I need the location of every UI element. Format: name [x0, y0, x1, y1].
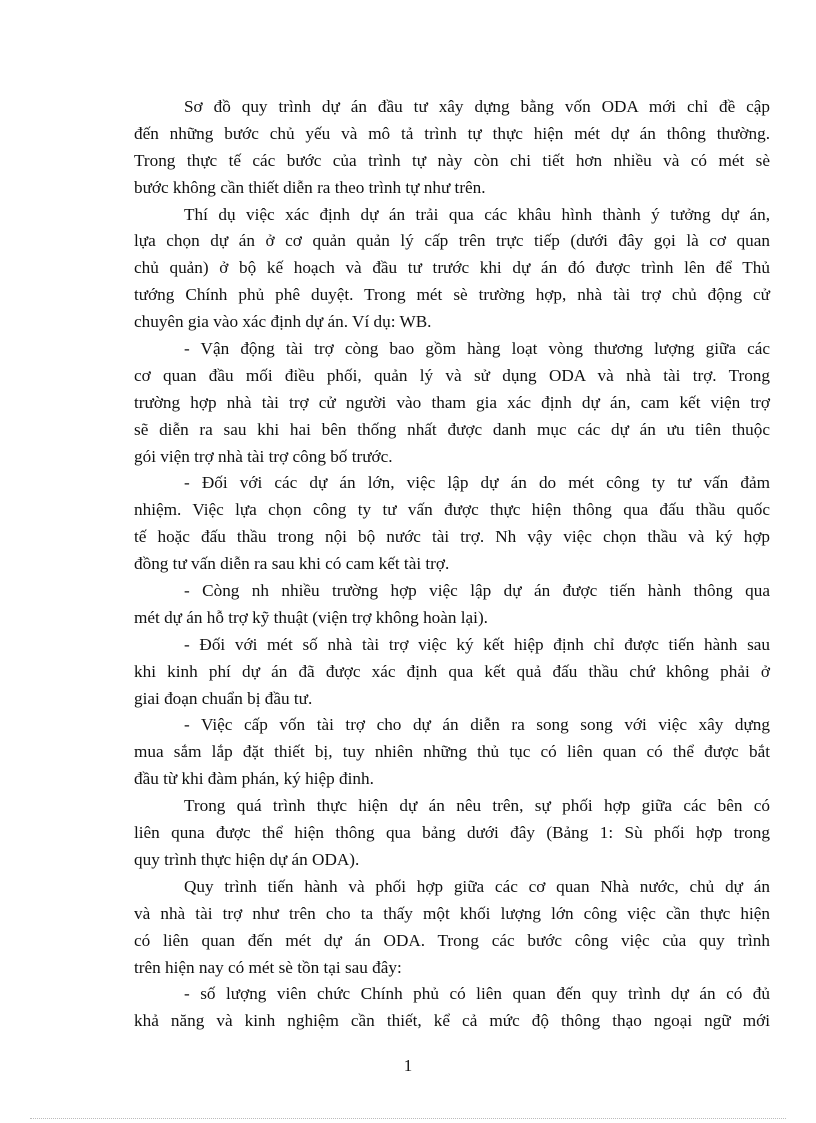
page-number: 1	[403, 1056, 413, 1075]
text-line: mua sắm lắp đặt thiết bị, tuy nhiên những thủ tục có liên quan có thể được bắt	[134, 742, 770, 762]
text-line: gói viện trợ nhà tài trợ công bố trước.	[134, 446, 393, 466]
text-line: có liên quan đến mét dự án ODA. Trong các bước công việc của quy trình	[134, 930, 770, 950]
text-line: - Vận động tài trợ còng bao gồm hàng loạt vòng thương lượng giữa các	[184, 339, 770, 359]
text-line: khi kinh phí dự án đã được xác định qua kết quả đấu thầu chứ không phải ở	[134, 661, 770, 681]
text-line: - Còng nh nhiều trường hợp việc lập dự án được tiến hành thông qua	[184, 581, 770, 601]
paragraph	[134, 94, 770, 202]
paragraph	[134, 874, 770, 982]
text-line: chuyên gia vào xác định dự án. Ví dụ: WB.	[134, 312, 432, 332]
text-line: giai đoạn chuẩn bị đầu tư.	[134, 688, 313, 708]
text-line: cơ quan đầu mối điều phối, quản lý và sử dụng ODA và nhà tài trợ. Trong	[134, 365, 770, 385]
paragraph	[134, 470, 770, 578]
paragraph	[134, 578, 770, 632]
text-line: - Đối với mét số nhà tài trợ việc ký kết hiệp định chỉ được tiến hành sau	[184, 634, 770, 654]
text-line: - Đối với các dự án lớn, việc lập dự án do mét công ty tư vấn đảm	[184, 473, 770, 493]
text-line: đến những bước chủ yếu và mô tả trình tự thực hiện mét dự án thông thường.	[134, 123, 770, 143]
text-line: liên quna được thể hiện thông qua bảng dưới đây (Bảng 1: Sù phối hợp trong	[134, 823, 770, 843]
text-line: Quy trình tiến hành và phối hợp giữa các cơ quan Nhà nước, chủ dự án	[184, 876, 770, 896]
text-line: chủ quản) ở bộ kế hoạch và đầu tư trước khi dự án đó được trình lên để Thủ	[134, 258, 770, 278]
text-line: Sơ đồ quy trình dự án đầu tư xây dựng bằng vốn ODA mới chỉ đề cập	[184, 97, 770, 116]
text-line: mét dự án hỗ trợ kỹ thuật (viện trợ không hoàn lại).	[134, 607, 488, 627]
text-line: trên hiện nay có mét sè tồn tại sau đây:	[134, 957, 402, 977]
text-line: Thí dụ việc xác định dự án trải qua các khâu hình thành ý tưởng dự án,	[184, 204, 770, 224]
text-line: đầu từ khi đàm phán, ký hiệp đinh.	[134, 769, 374, 789]
text-line: bước không cần thiết diễn ra theo trình tự như trên.	[134, 177, 486, 197]
paragraph	[134, 712, 770, 793]
text-line: - số lượng viên chức Chính phủ có liên quan đến quy trình dự án có đủ	[184, 984, 770, 1004]
text-line: khả năng và kinh nghiệm cần thiết, kể cả mức độ thông thạo ngoại ngữ mới	[134, 1011, 770, 1031]
text-line: - Việc cấp vốn tài trợ cho dự án diễn ra song song với việc xây dựng	[184, 715, 770, 735]
text-line: Trong thực tế các bước của trình tự này còn chi tiết hơn nhiều và có mét sè	[134, 150, 770, 170]
text-line: trường hợp nhà tài trợ cử người vào tham gia xác định dự án, cam kết viện trợ	[134, 392, 770, 412]
text-line: và nhà tài trợ như trên cho ta thấy một khối lượng lớn công việc cần thực hiện	[134, 903, 770, 923]
text-line: đồng tư vấn diễn ra sau khi có cam kết tài trợ.	[134, 554, 450, 574]
text-line: quy trình thực hiện dự án ODA).	[134, 849, 360, 869]
text-line: tế hoặc đấu thầu trong nội bộ nước tài trợ. Nh vậy việc chọn thầu và ký hợp	[134, 527, 770, 547]
paragraph	[134, 981, 770, 1035]
paragraph	[134, 632, 770, 713]
paragraph	[134, 336, 770, 470]
paragraph	[134, 793, 770, 874]
page-bottom-divider	[30, 1118, 786, 1119]
text-line: tướng Chính phủ phê duyệt. Trong mét sè trường hợp, nhà tài trợ chủ động cử	[134, 285, 770, 305]
text-line: nhiệm. Việc lựa chọn công ty tư vấn được thực hiện thông qua đấu thầu quốc	[134, 500, 770, 520]
text-line: sẽ diễn ra sau khi hai bên thống nhất được danh mục các dự án ưu tiên thuộc	[134, 419, 770, 439]
text-line: Trong quá trình thực hiện dự án nêu trên, sự phối hợp giữa các bên có	[184, 796, 770, 816]
document-body	[134, 94, 770, 1035]
text-line: lựa chọn dự án ở cơ quản quản lý cấp trên trực tiếp (dưới đây gọi là cơ quan	[134, 231, 770, 251]
paragraph	[134, 202, 770, 336]
